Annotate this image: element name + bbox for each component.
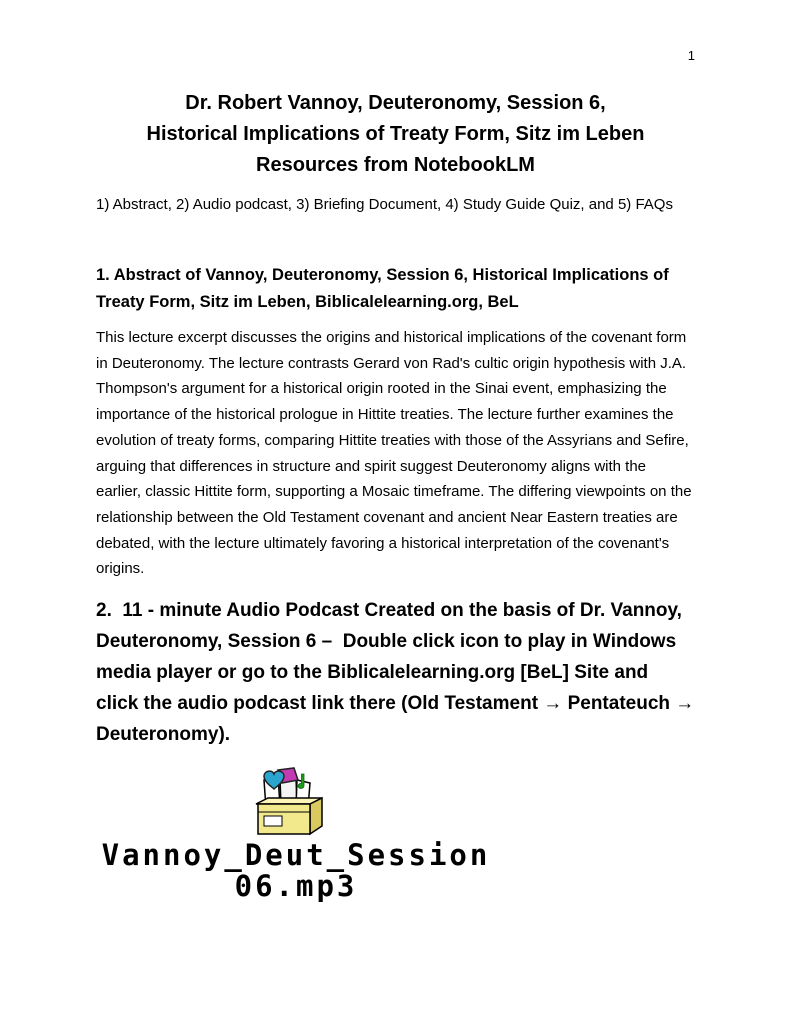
document-title — [96, 88, 695, 181]
page-number: 1 — [687, 48, 695, 63]
abstract-section-heading: 1. Abstract of Vannoy, Deuteronomy, Session 6, Historical Implications of Treaty Form, Sitz im Leben, Biblicalelearning.org, BeL — [96, 266, 669, 311]
resources-list-subtitle: 1) Abstract, 2) Audio podcast, 3) Briefing Document, 4) Study Guide Quiz, and 5) FAQs — [96, 196, 673, 213]
audio-clip-package-icon-svg — [234, 766, 334, 838]
document-title-line1: Dr. Robert Vannoy, Deuteronomy, Session 6, — [185, 92, 606, 114]
audio-podcast-section-heading: 2. 11 - minute Audio Podcast Created on the basis of Dr. Vannoy, Deuteronomy, Session 6 – Double click icon to play in Windows media player or go to the Biblicalelearning.org [BeL] Site and click the audio podcast link there (Old Testament → Pentateuch → Deuteronomy). — [96, 600, 700, 746]
document-title-line3: Resources from NotebookLM — [256, 154, 535, 176]
audio-file-block — [96, 766, 695, 902]
abstract-body-paragraph: This lecture excerpt discusses the origins and historical implications of the covenant form in Deuteronomy. The lecture contrasts Gerard von Rad's cultic origin hypothesis with J.A. Thompson's argument for a historical origin rooted in the Sinai event, emphasizing the importance of the historical prologue in Hittite treaties. The lecture further examines the evolution of treaty forms, comparing Hittite treaties with those of the Assyrians and Sefire, arguing that differences in structure and spirit suggest Deuteronomy aligns with the earlier, classic Hittite form, supporting a Mosaic timeframe. The differing viewpoints on the relationship between the Old Testament covenant and ancient Near Eastern treaties are debated, with the lecture ultimately favoring a historical interpretation of the covenant's origins. — [96, 329, 692, 578]
audio-file-label[interactable]: Vannoy_Deut_Session06.mp3 — [101, 838, 491, 904]
document-title-line2: Historical Implications of Treaty Form, Sitz im Leben — [146, 123, 645, 145]
audio-clip-package-icon[interactable] — [234, 766, 334, 838]
